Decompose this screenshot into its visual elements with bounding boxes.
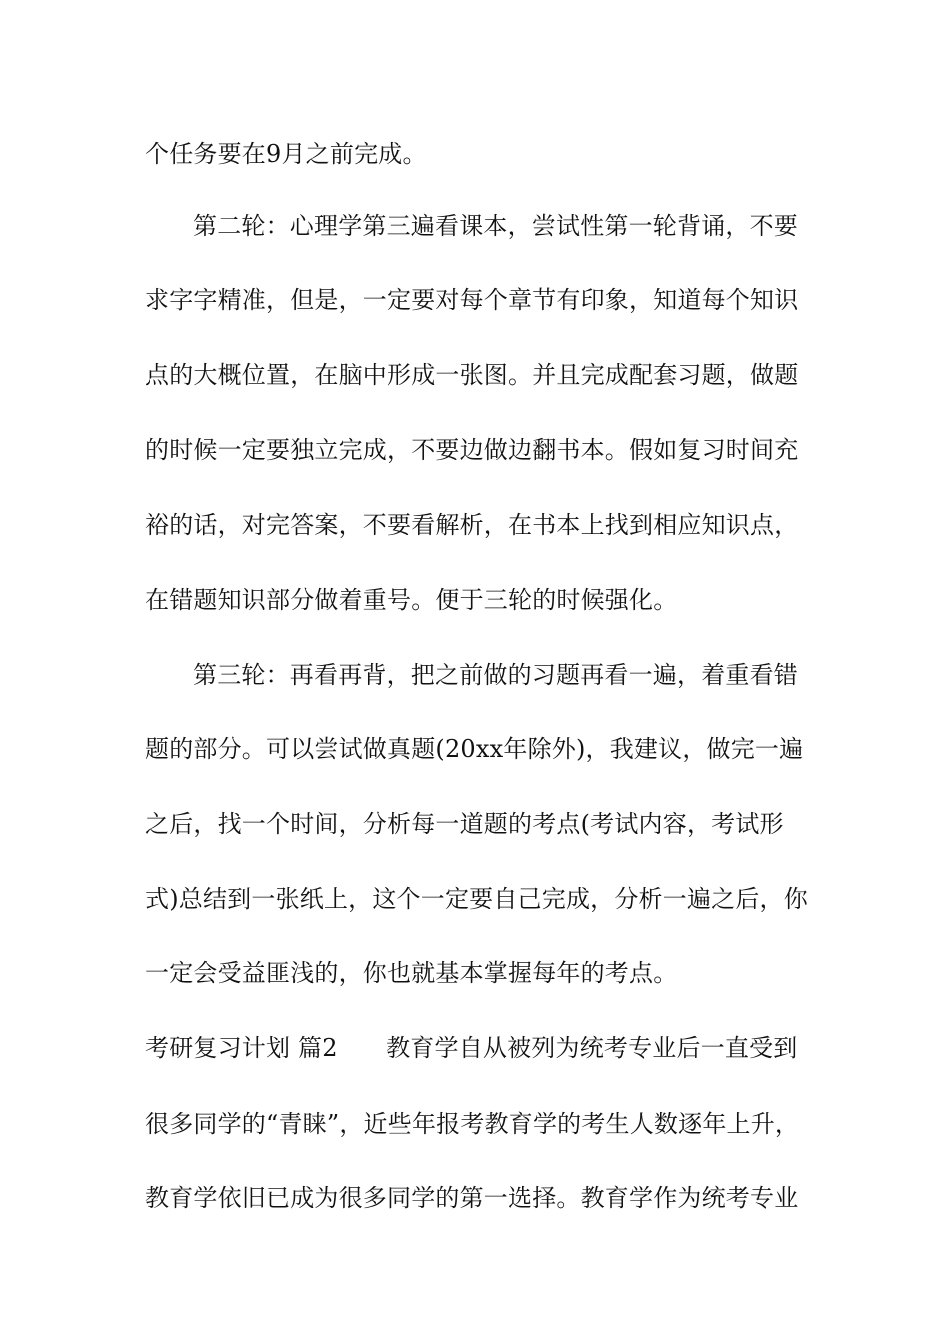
- text-line: 在错题知识部分做着重号。便于三轮的时候强化。: [145, 586, 678, 614]
- text-line: 题的部分。可以尝试做真题(20xx年除外)，我建议，做完一遍: [145, 735, 804, 763]
- paragraph-first-line: 第二轮：心理学第三遍看课本，尝试性第一轮背诵，不要: [193, 212, 798, 240]
- paragraph-first-line: 第三轮：再看再背，把之前做的习题再看一遍，着重看错: [193, 661, 798, 689]
- text-line: 的时候一定要独立完成，不要边做边翻书本。假如复习时间充: [145, 436, 799, 464]
- text-line: 一定会受益匪浅的，你也就基本掌握每年的考点。: [145, 959, 678, 987]
- text-line: 求字字精准，但是，一定要对每个章节有印象，知道每个知识: [145, 286, 799, 314]
- text-line: 个任务要在9月之前完成。: [145, 140, 427, 168]
- text-line: 点的大概位置，在脑中形成一张图。并且完成配套习题，做题: [145, 361, 799, 389]
- text-line: 教育学依旧已成为很多同学的第一选择。教育学作为统考专业: [145, 1184, 799, 1212]
- text-line: 很多同学的“青睐”，近些年报考教育学的考生人数逐年上升，: [145, 1110, 800, 1138]
- text-line: 之后，找一个时间，分析每一道题的考点(考试内容，考试形: [145, 810, 784, 838]
- section-heading-line: 考研复习计划 篇2 教育学自从被列为统考专业后一直受到: [145, 1034, 798, 1062]
- text-line: 式)总结到一张纸上，这个一定要自己完成，分析一遍之后，你: [145, 885, 808, 913]
- text-line: 裕的话，对完答案，不要看解析，在书本上找到相应知识点，: [145, 511, 799, 539]
